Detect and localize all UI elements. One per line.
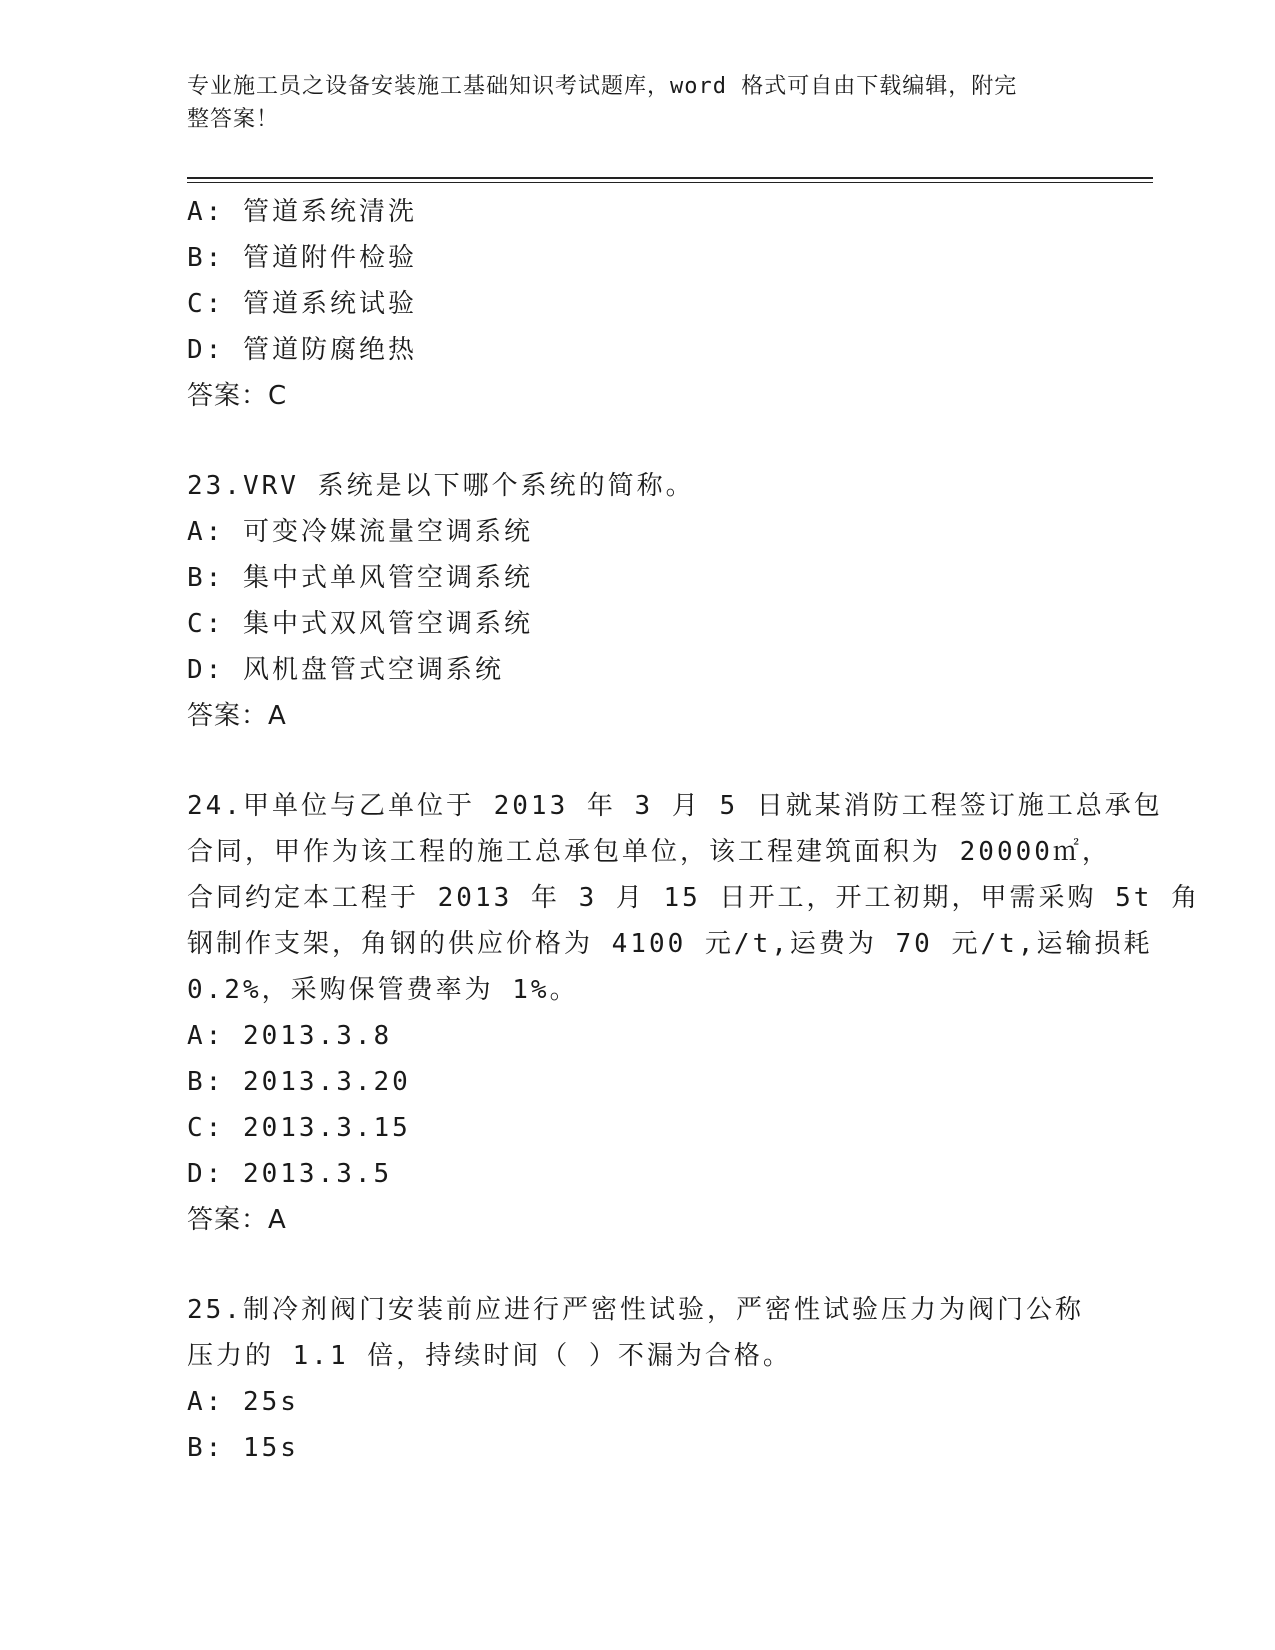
- question-23: [187, 463, 1087, 739]
- question-24: [187, 783, 1201, 1243]
- q24-option-c: C: 2013.3.15: [187, 1113, 411, 1143]
- header-line-1: 专业施工员之设备安装施工基础知识考试题库，word 格式可自由下载编辑，附完: [187, 74, 1018, 99]
- header-divider-top: [187, 177, 1153, 179]
- q22-option-c: C: 管道系统试验: [187, 289, 417, 319]
- header-divider-bottom: [187, 182, 1153, 183]
- q23-option-c: C: 集中式双风管空调系统: [187, 609, 533, 639]
- question-list: [187, 189, 1201, 1471]
- q24-stem-line: 24.甲单位与乙单位于 2013 年 3 月 5 日就某消防工程签订施工总承包: [187, 791, 1163, 821]
- q25-stem: [187, 1287, 1084, 1379]
- q24-option-a: A: 2013.3.8: [187, 1021, 393, 1051]
- q24-stem-line: 0.2%，采购保管费率为 1%。: [187, 975, 579, 1005]
- header-line-2: 整答案！: [187, 107, 280, 132]
- spacer: [187, 419, 1087, 463]
- q25-stem-line: 压力的 1.1 倍，持续时间（ ）不漏为合格。: [187, 1341, 792, 1371]
- spacer: [187, 739, 1087, 783]
- q24-stem-line: 合同约定本工程于 2013 年 3 月 15 日开工，开工初期，甲需采购 5t 角: [187, 883, 1201, 913]
- q25-option-b: B: 15s: [187, 1433, 299, 1463]
- q24-stem-line: 钢制作支架，角钢的供应价格为 4100 元/t,运费为 70 元/t,运输损耗: [187, 929, 1153, 959]
- q22-option-a: A: 管道系统清洗: [187, 197, 417, 227]
- q22-answer: 答案：C: [187, 381, 288, 411]
- q24-answer: 答案：A: [187, 1205, 287, 1235]
- q22-option-d: D: 管道防腐绝热: [187, 335, 417, 365]
- q23-option-b: B: 集中式单风管空调系统: [187, 563, 533, 593]
- question-25: [187, 1287, 1087, 1471]
- q24-stem: [187, 783, 1201, 1013]
- q24-stem-line: 合同，甲作为该工程的施工总承包单位，该工程建筑面积为 20000㎡，: [187, 837, 1111, 867]
- q24-option-d: D: 2013.3.5: [187, 1159, 393, 1189]
- q24-option-b: B: 2013.3.20: [187, 1067, 411, 1097]
- q23-option-a: A: 可变冷媒流量空调系统: [187, 517, 533, 547]
- question-22: [187, 189, 1087, 419]
- document-header: [187, 70, 1067, 136]
- spacer: [187, 1243, 1087, 1287]
- q25-option-a: A: 25s: [187, 1387, 299, 1417]
- q25-stem-line: 25.制冷剂阀门安装前应进行严密性试验，严密性试验压力为阀门公称: [187, 1295, 1084, 1325]
- q23-stem: 23.VRV 系统是以下哪个系统的简称。: [187, 471, 695, 501]
- q23-option-d: D: 风机盘管式空调系统: [187, 655, 504, 685]
- q23-answer: 答案：A: [187, 701, 287, 731]
- q22-option-b: B: 管道附件检验: [187, 243, 417, 273]
